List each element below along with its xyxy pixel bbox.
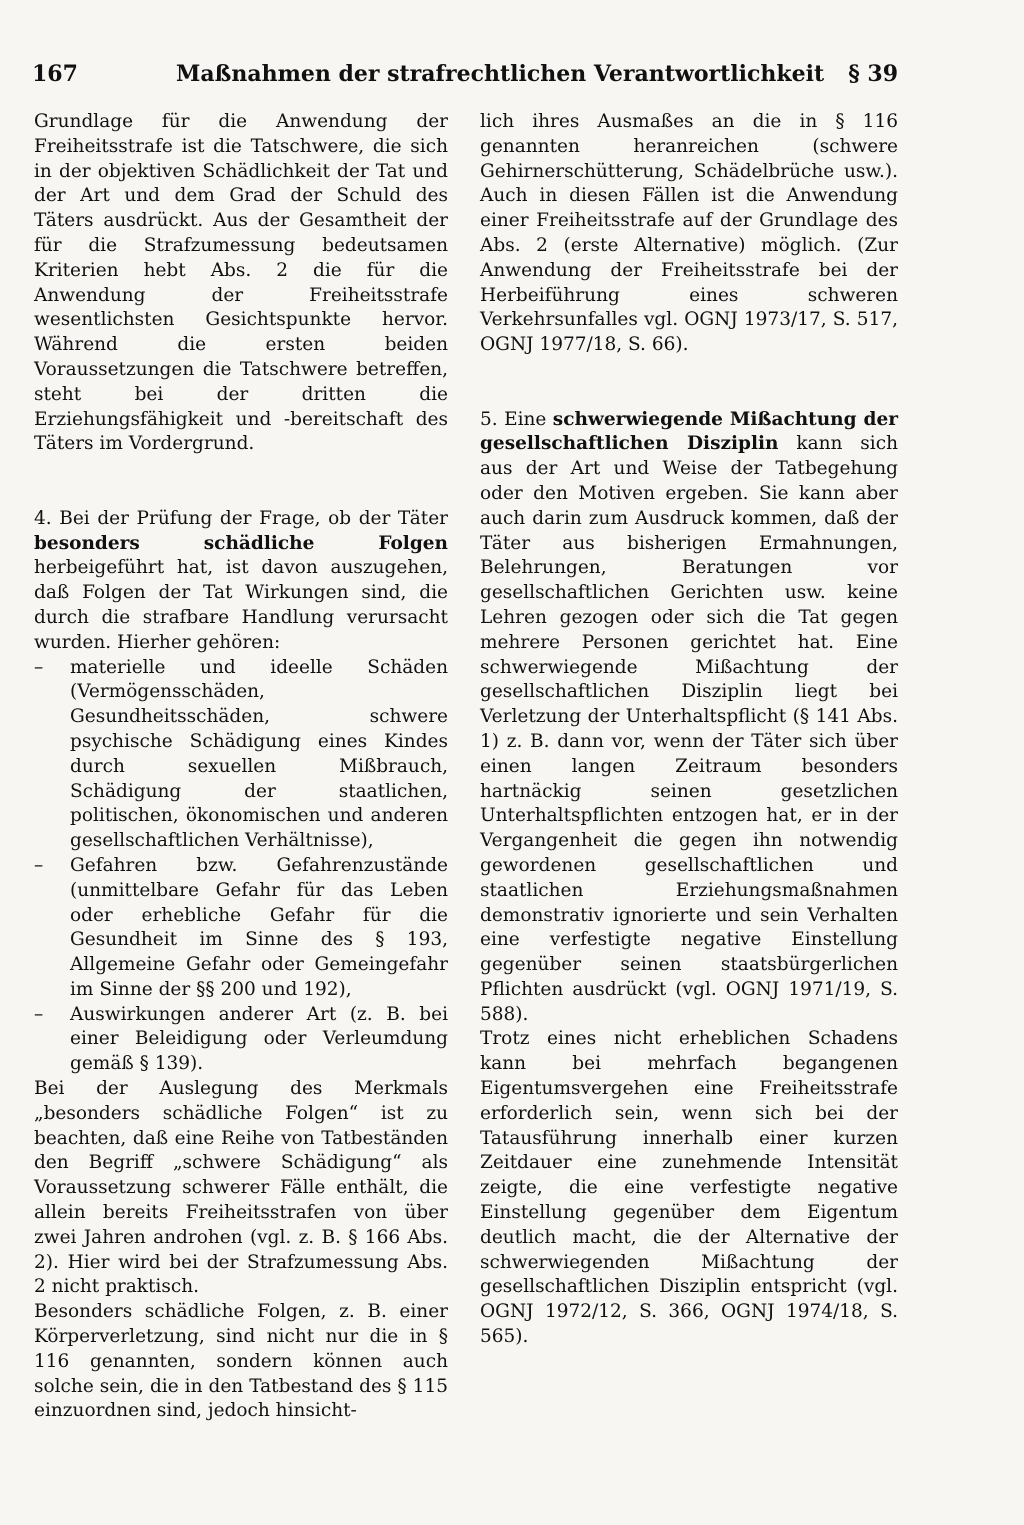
paragraph-gap <box>480 358 898 408</box>
consequences-list <box>34 656 448 1078</box>
left-column <box>34 110 448 1424</box>
page-number: 167 <box>32 61 78 87</box>
paragraph-5 <box>480 408 898 1028</box>
dash-marker: – <box>34 1003 44 1025</box>
paragraph-continuation: lich ihres Ausmaßes an die in § 116 genannten heranreichen (schwere Gehirnerschütterung, Schädelbrüche usw.). Auch in diesen Fällen ist die Anwendung einer Freiheitsstrafe auf der Grundlage des Abs. 2 (erste Alternative) möglich. (Zur Anwendung der Freiheitsstrafe bei der Herbeiführung eines schweren Verkehrsunfalles vgl. OGNJ 1973/17, S. 517, OGNJ 1977/18, S. 66). <box>480 111 898 356</box>
list-item-text: materielle und ideelle Schäden (Vermögensschäden, Gesundheitsschäden, schwere psychische Schädigung eines Kindes durch sexuellen Mißbrauch, Schädigung der staatlichen, politischen, ökonomischen und anderen gesellschaftlichen Verhältnisse), <box>70 656 448 852</box>
paragraph-4-lead: 4. Bei der Prüfung der Frage, ob der Täter <box>34 507 448 529</box>
paragraph-property-offences: Trotz eines nicht erheblichen Schadens kann bei mehrfach begangenen Eigentumsvergehen eine Freiheitsstrafe erforderlich sein, wenn sich bei der Tatausführung innerhalb einer kurzen Zeitdauer eine zunehmende Intensität zeigte, die eine verfestigte negative Einstellung gegenüber dem Eigentum deutlich macht, die der Alternative der schwerwiegenden Mißachtung der gesellschaftlichen Disziplin entspricht (vgl. OGNJ 1972/12, S. 366, OGNJ 1974/18, S. 565). <box>480 1028 898 1348</box>
dash-marker: – <box>34 656 44 678</box>
paragraph-4 <box>34 507 448 656</box>
paragraph-gap <box>34 457 448 507</box>
list-item <box>34 1003 448 1077</box>
running-title: Maßnahmen der strafrechtlichen Verantwortlichkeit <box>176 61 825 87</box>
list-item-text: Gefahren bzw. Gefahrenzustände (unmittelbare Gefahr für das Leben oder erhebliche Gefahr für die Gesundheit im Sinne des § 193, Allgemeine Gefahr oder Gemeingefahr im Sinne der §§ 200 und 192), <box>70 854 448 1000</box>
paragraph-4-emphasis: besonders schädliche Folgen <box>34 532 448 554</box>
page-header <box>32 56 898 92</box>
paragraph-5-emphasis: schwerwiegende Mißachtung der gesellschaftlichen Disziplin <box>480 408 898 455</box>
right-column <box>480 110 898 1350</box>
list-item <box>34 854 448 1003</box>
paragraph-consequences: Besonders schädliche Folgen, z. B. einer Körperverletzung, sind nicht nur die in § 116 genannten, sondern können auch solche sein, die in den Tatbestand des § 115 einzuordnen sind, jedoch hinsicht- <box>34 1301 448 1422</box>
paragraph-5-text: kann sich aus der Art und Weise der Tatbegehung oder den Motiven ergeben. Sie kann aber auch darin zum Ausdruck kommen, daß der Täter aus bisherigen Ermahnungen, Belehrungen, Beratungen vor gesellschaftlichen Gerichten usw. keine Lehren gezogen oder sich die Tat gegen mehrere Personen gerichtet hat. Eine schwerwiegende Mißachtung der gesellschaftlichen Disziplin liegt bei Verletzung der Unterhaltspflicht (§ 141 Abs. 1) z. B. dann vor, wenn der Täter sich über einen langen Zeitraum besonders hartnäckig seinen gesetzlichen Unterhaltspflichten entzogen hat, er in der Vergangenheit die gegen ihn notwendig gewordenen gesellschaftlichen und staatlichen Erziehungsmaßnahmen demonstrativ ignorierte und sein Verhalten eine verfestigte negative Einstellung gegenüber seinen staatsbürgerlichen Pflichten ausdrückt (vgl. OGNJ 1971/19, S. 588). <box>480 433 898 1025</box>
list-item-text: Auswirkungen anderer Art (z. B. bei einer Beleidigung oder Verleumdung gemäß § 139). <box>70 1003 448 1075</box>
paragraph-4-text: herbeigeführt hat, ist davon auszugehen, daß Folgen der Tat Wirkungen sind, die durch die strafbare Handlung verursacht wurden. Hierher gehören: <box>34 557 448 653</box>
list-item <box>34 656 448 854</box>
paragraph-5-lead: 5. Eine <box>480 408 547 430</box>
section-number: § 39 <box>848 61 898 87</box>
dash-marker: – <box>34 854 44 876</box>
paragraph-basis: Grundlage für die Anwendung der Freiheitsstrafe ist die Tatschwere, die sich in der objektiven Schädlichkeit der Tat und der Art und dem Grad der Schuld des Täters ausdrückt. Aus der Gesamtheit der für die Strafzumessung bedeutsamen Kriterien hebt Abs. 2 die für die Anwendung der Freiheitsstrafe wesentlichsten Gesichtspunkte hervor. Während die ersten beiden Voraussetzungen die Tatschwere betreffen, steht bei der dritten die Erziehungsfähigkeit und -bereitschaft des Täters im Vordergrund. <box>34 111 448 455</box>
paragraph-interpretation: Bei der Auslegung des Merkmals „besonders schädliche Folgen“ ist zu beachten, daß eine Reihe von Tatbeständen den Begriff „schwere Schädigung“ als Voraussetzung schwerer Fälle enthält, die allein bereits Freiheitsstrafen von über zwei Jahren androhen (vgl. z. B. § 166 Abs. 2). Hier wird bei der Strafzumessung Abs. 2 nicht praktisch. <box>34 1078 448 1298</box>
